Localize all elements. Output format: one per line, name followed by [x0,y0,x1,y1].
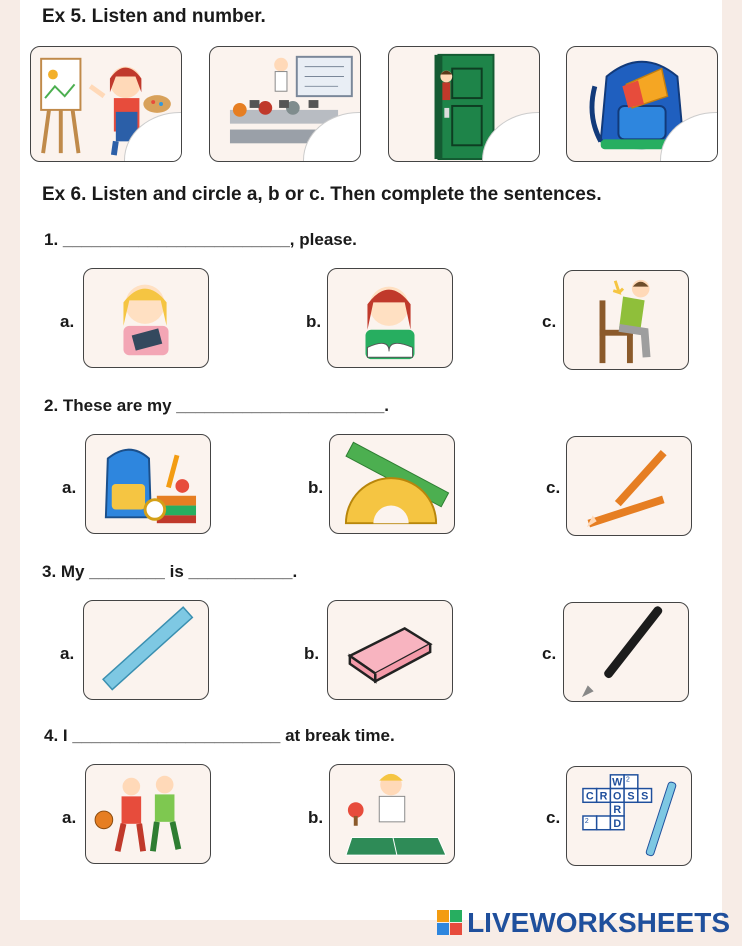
q1-option-b[interactable] [327,268,453,368]
crossword-number-bottom: 2 [584,817,589,825]
liveworksheets-logo [437,906,730,940]
basketball-icon [86,765,210,863]
crossword-letter-c: C [585,790,594,803]
crossword-icon [567,767,691,865]
q2-option-b[interactable] [329,434,455,534]
crossword-letter-r1: R [599,790,608,803]
q1-option-a-label: a. [60,312,75,331]
crossword-number-top: 2 [626,776,630,784]
q1-option-c-label: c. [542,312,557,331]
crossword-letter-s2: S [641,790,649,803]
ex6-title: Ex 6. Listen and circle a, b or c. Then complete the sentences. [42,184,602,205]
q3-option-a-label: a. [60,644,75,663]
ex5-card-1[interactable] [30,46,182,162]
q4-option-c[interactable] [566,766,692,866]
pen-icon [564,603,688,701]
q4-option-b-label: b. [308,808,324,827]
q4-option-a[interactable] [85,764,211,864]
crossword-letter-d: D [613,817,622,830]
q4-option-b[interactable] [329,764,455,864]
q2-option-c[interactable] [566,436,692,536]
close-book-icon [84,269,208,367]
question-3-text: 3. My ________ is ___________. [42,562,298,581]
q3-option-b-label: b. [304,644,320,663]
crossword-letter-s1: S [627,790,635,803]
open-book-icon [328,269,452,367]
ruler-protractor-icon [330,435,454,533]
crossword-letter-o: O [613,790,622,803]
q1-option-b-label: b. [306,312,322,331]
ex5-card-3[interactable] [388,46,540,162]
q2-option-a-label: a. [62,478,77,497]
sit-down-icon [564,271,688,369]
q3-option-a[interactable] [83,600,209,700]
school-things-icon [86,435,210,533]
q2-option-c-label: c. [546,478,561,497]
eraser-icon [328,601,452,699]
ex5-card-2[interactable] [209,46,361,162]
liveworksheets-brand: LIVEWORKSHEETS [467,907,730,938]
ruler-icon [84,601,208,699]
table-tennis-icon [330,765,454,863]
q1-option-c[interactable] [563,270,689,370]
q2-option-b-label: b. [308,478,324,497]
liveworksheets-logo-icon [437,910,463,936]
q4-option-a-label: a. [62,808,77,827]
ex5-card-4[interactable] [566,46,718,162]
crossword-letter-r2: R [613,804,622,817]
q2-option-a[interactable] [85,434,211,534]
question-2-text: 2. These are my ______________________. [44,396,390,415]
q3-option-c[interactable] [563,602,689,702]
pencils-icon [567,437,691,535]
q3-option-b[interactable] [327,600,453,700]
question-1-text: 1. ________________________, please. [44,230,357,249]
q3-option-c-label: c. [542,644,557,663]
question-4-text: 4. I ______________________ at break time. [44,726,395,745]
q1-option-a[interactable] [83,268,209,368]
crossword-letter-w: W [612,776,623,789]
q4-option-c-label: c. [546,808,561,827]
ex5-title: Ex 5. Listen and number. [42,6,266,27]
